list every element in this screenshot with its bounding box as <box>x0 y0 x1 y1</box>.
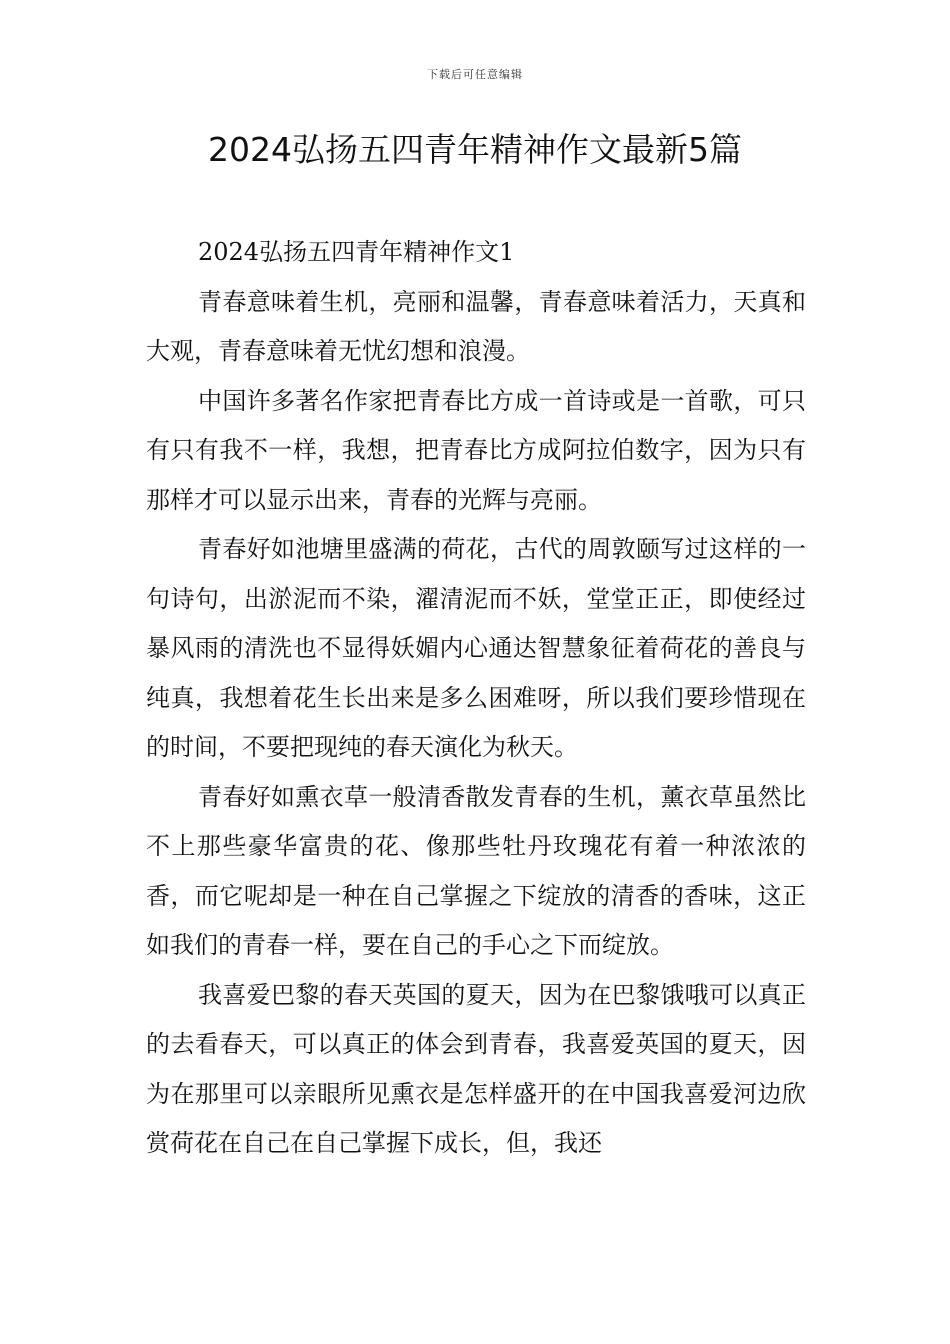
document-body <box>146 228 806 1169</box>
document-title: 2024弘扬五四青年精神作文最新5篇 <box>208 130 742 169</box>
section-heading: 2024弘扬五四青年精神作文1 <box>198 238 515 266</box>
paragraph-1: 青春意味着生机，亮丽和温馨，青春意味着活力，天真和大观，青春意味着无忧幻想和浪漫。 <box>146 287 806 365</box>
paragraph-4: 青春好如熏衣草一般清香散发青春的生机，薰衣草虽然比不上那些豪华富贵的花、像那些牡丹玫瑰花有着一种浓浓的香，而它呢却是一种在自己掌握之下绽放的清香的香味，这正如我们的青春一样，要在自己的手心之下而绽放。 <box>146 782 806 959</box>
paragraph-3: 青春好如池塘里盛满的荷花，古代的周敦颐写过这样的一句诗句，出淤泥而不染，濯清泥而不妖，堂堂正正，即使经过暴风雨的清洗也不显得妖媚内心通达智慧象征着荷花的善良与纯真，我想着花生长出来是多么困难呀，所以我们要珍惜现在的时间，不要把现纯的春天演化为秋天。 <box>146 535 806 761</box>
paragraph-5: 我喜爱巴黎的春天英国的夏天，因为在巴黎饿哦可以真正的去看春天，可以真正的体会到青春，我喜爱英国的夏天，因为在那里可以亲眼所见熏衣是怎样盛开的在中国我喜爱河边欣赏荷花在自己在自己掌握下成长，但，我还 <box>146 980 806 1157</box>
header-note: 下载后可任意编辑 <box>427 68 523 81</box>
paragraph-2: 中国许多著名作家把青春比方成一首诗或是一首歌，可只有只有我不一样，我想，把青春比方成阿拉伯数字，因为只有那样才可以显示出来，青春的光辉与亮丽。 <box>146 386 806 514</box>
